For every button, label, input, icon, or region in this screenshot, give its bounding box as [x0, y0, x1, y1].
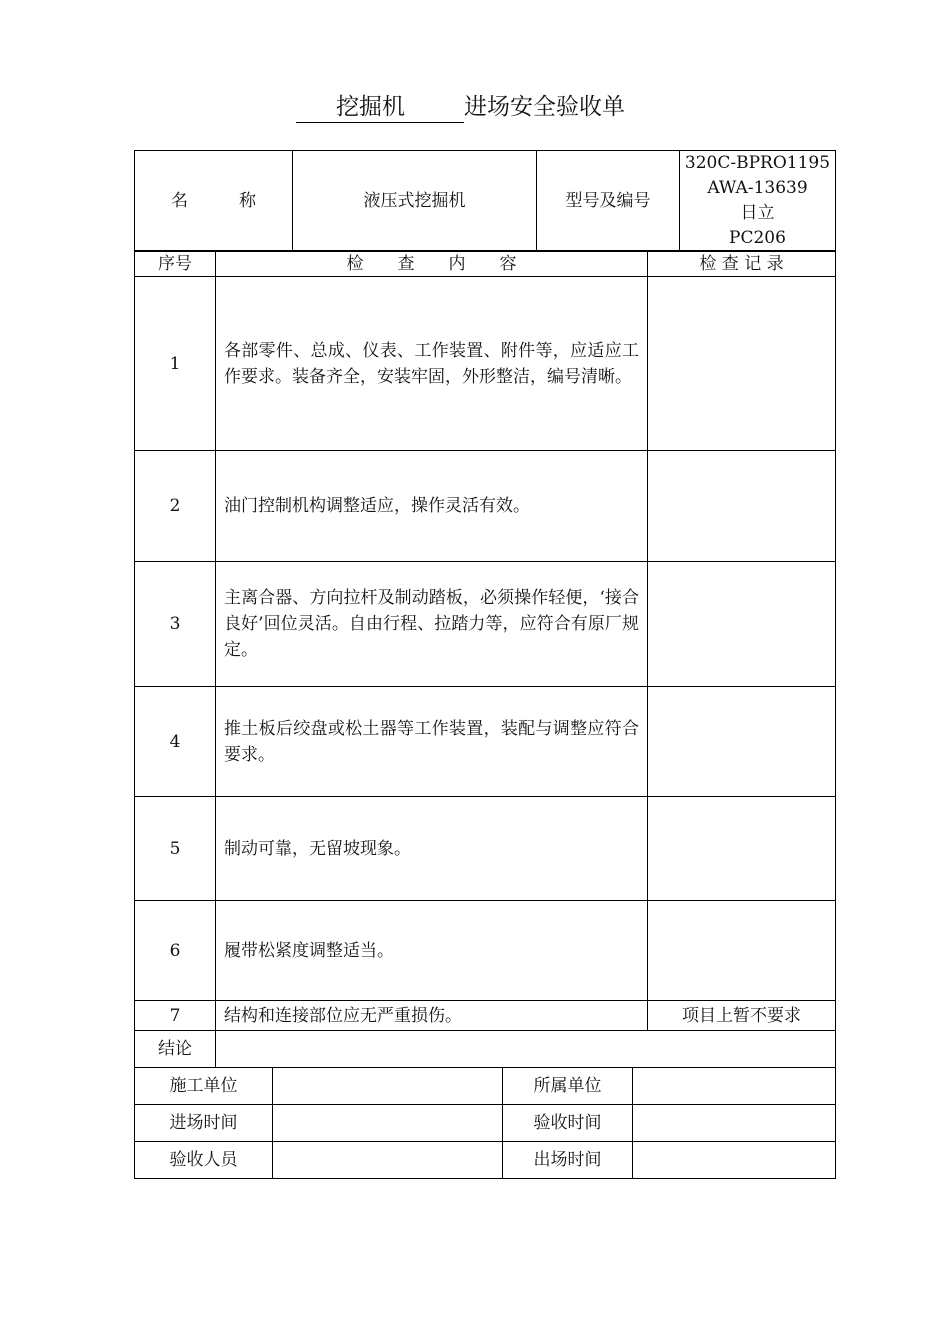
item-content: 履带松紧度调整适当。 — [216, 901, 648, 1001]
column-header-record: 检 查 记 录 — [648, 251, 836, 277]
equipment-info-table — [134, 150, 836, 252]
exit-time-value[interactable] — [633, 1142, 836, 1179]
exit-time-label: 出场时间 — [503, 1142, 633, 1179]
item-record[interactable] — [648, 687, 836, 797]
column-header-seq: 序号 — [135, 251, 216, 277]
item-content: 油门控制机构调整适应，操作灵活有效。 — [216, 451, 648, 562]
item-record[interactable]: 项目上暂不要求 — [648, 1001, 836, 1031]
form-title — [0, 86, 950, 126]
inspectors-label: 验收人员 — [135, 1142, 273, 1179]
item-number: 1 — [135, 277, 216, 451]
acceptance-time-label: 验收时间 — [503, 1105, 633, 1142]
item-content: 制动可靠，无留坡现象。 — [216, 797, 648, 901]
construction-unit-label: 施工单位 — [135, 1068, 273, 1105]
item-number: 3 — [135, 562, 216, 687]
title-fill-blank — [296, 86, 464, 123]
item-record[interactable] — [648, 562, 836, 687]
item-record[interactable] — [648, 451, 836, 562]
item-record[interactable] — [648, 797, 836, 901]
entry-time-label: 进场时间 — [135, 1105, 273, 1142]
table-row — [135, 797, 836, 901]
name-label: 名 称 — [135, 151, 293, 252]
item-record[interactable] — [648, 277, 836, 451]
item-number: 4 — [135, 687, 216, 797]
model-number-cell — [680, 151, 836, 252]
item-content: 各部零件、总成、仪表、工作装置、附件等，应适应工作要求。装备齐全，安装牢固，外形整洁，编号清晰。 — [216, 277, 648, 451]
acceptance-time-value[interactable] — [633, 1105, 836, 1142]
table-row — [135, 451, 836, 562]
title-equipment-name: 挖掘机 — [336, 94, 405, 120]
acceptance-info-table — [134, 1067, 836, 1179]
model-line: PC206 — [729, 228, 786, 248]
title-suffix: 进场安全验收单 — [464, 94, 625, 120]
item-content: 结构和连接部位应无严重损伤。 — [216, 1001, 648, 1031]
inspectors-value[interactable] — [273, 1142, 503, 1179]
item-content: 推土板后绞盘或松土器等工作装置，装配与调整应符合要求。 — [216, 687, 648, 797]
table-row — [135, 687, 836, 797]
conclusion-label: 结论 — [135, 1031, 216, 1068]
table-row — [135, 562, 836, 687]
construction-unit-value[interactable] — [273, 1068, 503, 1105]
name-value: 液压式挖掘机 — [293, 151, 537, 252]
item-number: 5 — [135, 797, 216, 901]
table-row — [135, 901, 836, 1001]
conclusion-row — [135, 1031, 836, 1068]
item-number: 2 — [135, 451, 216, 562]
item-record[interactable] — [648, 901, 836, 1001]
table-row — [135, 1001, 836, 1031]
inspection-table — [134, 250, 836, 1068]
model-label: 型号及编号 — [537, 151, 680, 252]
owner-unit-label: 所属单位 — [503, 1068, 633, 1105]
column-header-content: 检 查 内 容 — [216, 251, 648, 277]
conclusion-value[interactable] — [216, 1031, 836, 1068]
model-line: 日立 — [740, 203, 775, 223]
entry-time-value[interactable] — [273, 1105, 503, 1142]
owner-unit-value[interactable] — [633, 1068, 836, 1105]
item-number: 7 — [135, 1001, 216, 1031]
table-row — [135, 277, 836, 451]
item-number: 6 — [135, 901, 216, 1001]
item-content: 主离合器、方向拉杆及制动踏板，必须操作轻便，‘接合良好’回位灵活。自由行程、拉踏力等，应符合有原厂规定。 — [216, 562, 648, 687]
model-line: 320C-BPRO1195 — [684, 153, 831, 173]
model-line: AWA-13639 — [707, 178, 808, 198]
